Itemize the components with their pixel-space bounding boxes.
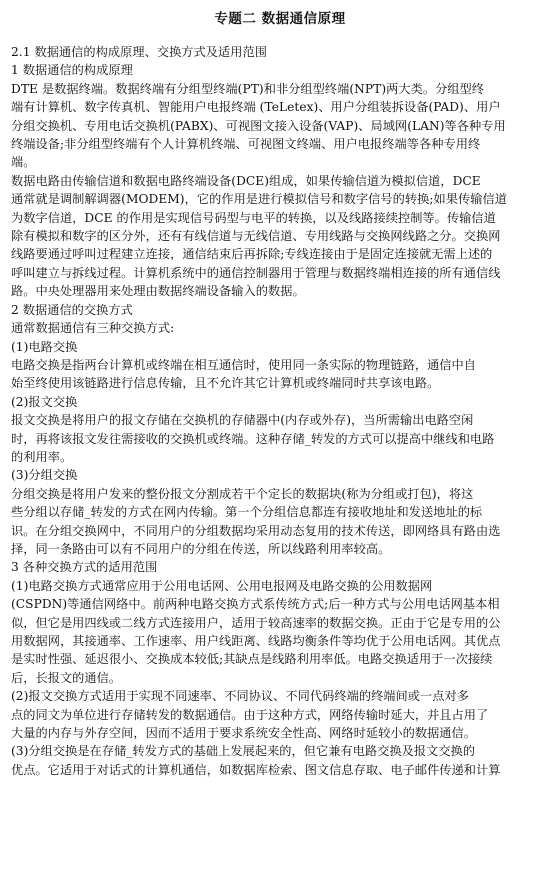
text-line: 择，同一条路由可以有不同用户的分组在传送，所以线路利用率较高。 — [11, 541, 391, 556]
text-line: 终端设备;非分组型终端有个人计算机终端、可视图文终端、用户电报终端等各种专用终 — [11, 137, 481, 152]
text-line: 除有模拟和数字的区分外，还有有线信道与无线信道、专用线路与交换网线路之分。交换网 — [11, 229, 501, 244]
text-line: 2.1 数据通信的构成原理、交换方式及适用范围 — [11, 45, 267, 59]
text-line: 些分组以存储_转发的方式在网内传输。第一个分组信息都连有接收地址和发送地址的标 — [11, 505, 483, 520]
text-line: 用数据网，其接通率、工作速率、用户线距离、线路均衡条件等均优于公用电话网。其优点 — [11, 634, 501, 648]
text-line: 端。 — [11, 155, 36, 170]
text-line: (3)分组交换是在存储_转发方式的基础上发展起来的，但它兼有电路交换及报文交换的 — [11, 744, 476, 759]
text-line: (CSPDN)等通信网络中。前两种电路交换方式系传统方式;后一种方式与公用电话网基本相 — [11, 597, 500, 612]
text-line: 后，长报文的通信。 — [11, 670, 122, 685]
text-line: 分组交换是将用户发来的整份报文分割成若干个定长的数据块(称为分组或打包)，将这 — [11, 486, 474, 501]
text-line: 时，再将该报文发往需接收的交换机或终端。这种存储_转发的方式可以提高中继线和电路 — [11, 431, 495, 446]
text-line: 是实时性强、延迟很小、交换成本较低;其缺点是线路利用率低。电路交换适用于一次接续 — [11, 652, 493, 667]
text-line: 通常就是调制解调器(MODEM)，它的作用是进行模拟信号和数字信号的转换;如果传输信道 — [11, 192, 507, 207]
text-line: 优点。它适用于对话式的计算机通信，如数据库检索、图文信息存取、电子邮件传递和计算 — [11, 762, 501, 777]
text-line: 识。在分组交换网中，不同用户的分组数据均采用动态复用的技术传送，即网络具有路由选 — [11, 523, 501, 538]
text-line: 路。中央处理器用来处理由数据终端设备输入的数据。 — [11, 284, 305, 299]
text-line: DTE 是数据终端。数据终端有分组型终端(PT)和非分组型终端(NPT)两大类。分组型终 — [11, 81, 485, 96]
text-line: 电路交换是指两台计算机或终端在相互通信时，使用同一条实际的物理链路，通信中自 — [11, 357, 477, 372]
text-line: 的利用率。 — [11, 449, 73, 464]
text-line: 点的同文为单位进行存储转发的数据通信。由于这种方式，网络传输时延大，并且占用了 — [11, 707, 489, 722]
text-line: 线路要通过呼叫过程建立连接，通信结束后再拆除;专线连接由于是固定连接就无需上述的 — [11, 247, 493, 262]
text-line: 端有计算机、数字传真机、智能用户电报终端 (TeLetex)、用户分组装拆设备(PAD)、用户 — [11, 100, 501, 115]
text-line: (2)报文交换 — [11, 394, 78, 409]
text-line: 2 数据通信的交换方式 — [11, 302, 133, 317]
document-body — [11, 43, 549, 779]
text-line: 为数字信道，DCE 的作用是实现信号码型与电平的转换，以及线路接续控制等。传输信道 — [11, 210, 496, 225]
text-line: 数据电路由传输信道和数据电路终端设备(DCE)组成，如果传输信道为模拟信道，DCE — [11, 173, 481, 188]
text-line: 3 各种交换方式的适用范围 — [11, 560, 158, 575]
text-line: 报文交换是将用户的报文存储在交换机的存储器中(内存或外存)，当所需输出电路空闲 — [11, 413, 474, 428]
text-line: (1)电路交换 — [11, 339, 78, 354]
text-line: 呼叫建立与拆线过程。计算机系统中的通信控制器用于管理与数据终端相连接的所有通信线 — [11, 265, 501, 280]
text-line: (1)电路交换方式通常应用于公用电话网、公用电报网及电路交换的公用数据网 — [11, 578, 433, 593]
text-line: (2)报文交换方式适用于实现不同速率、不同协议、不同代码终端的终端间或一点对多 — [11, 689, 469, 704]
text-line: 大量的内存与外存空间，因而不适用于要求系统安全性高、网络时延较小的数据通信。 — [11, 726, 477, 741]
text-line: 始至终使用该链路进行信息传输，且不允许其它计算机或终端同时共享该电路。 — [11, 376, 440, 391]
text-line: 通常数据通信有三种交换方式: — [11, 321, 175, 336]
text-line: 1 数据通信的构成原理 — [11, 63, 133, 78]
text-line: (3)分组交换 — [11, 468, 78, 483]
text-line: 分组交换机、专用电话交换机(PABX)、可视图文接入设备(VAP)、局域网(LAN)等各种专用 — [11, 118, 506, 133]
document-title: 专题二 数据通信原理 — [214, 11, 346, 27]
text-line: 似，但它是用四线或二线方式连接用户，适用于较高速率的数据交换。正由于它是专用的公 — [11, 615, 501, 630]
